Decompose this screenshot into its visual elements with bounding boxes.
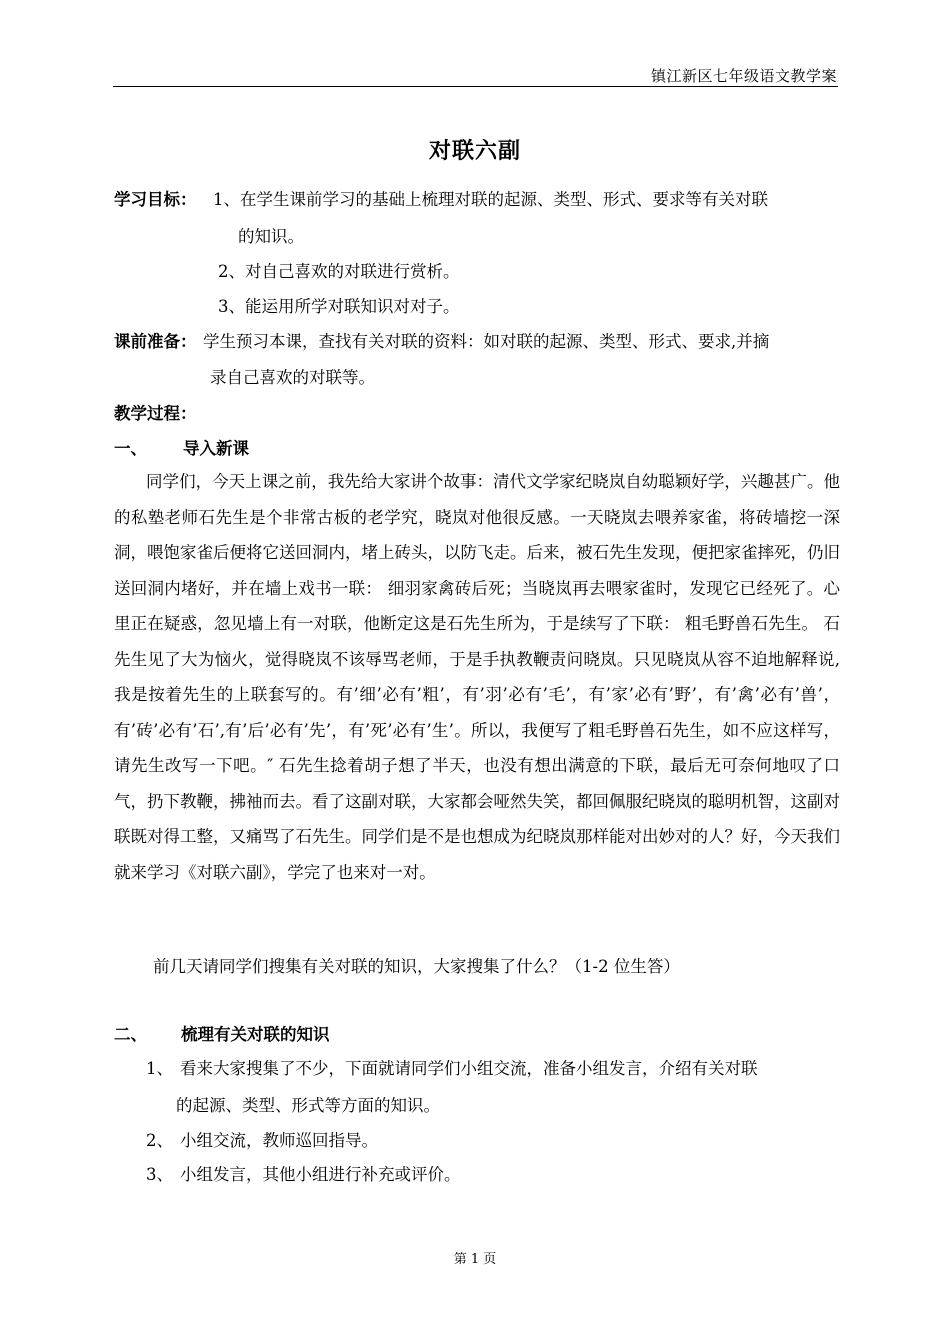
section-1-question: 前几天请同学们搜集有关对联的知识，大家搜集了什么？（1-2 位生答）	[153, 957, 680, 976]
objective-1-line-2: 的知识。	[238, 227, 304, 246]
step-2-text: 小组交流，教师巡回指导。	[180, 1131, 378, 1150]
objective-2: 2、对自己喜欢的对联进行赏析。	[218, 262, 460, 281]
process-label: 教学过程：	[114, 404, 197, 423]
section-2-heading: 梳理有关对联的知识	[181, 1025, 330, 1044]
document-title: 对联六副	[428, 138, 521, 164]
header-school-label: 镇江新区七年级语文教学案	[650, 67, 837, 85]
objective-3: 3、能运用所学对联知识对对子。	[218, 297, 460, 316]
section-2-number: 二、	[114, 1025, 147, 1044]
header-divider	[113, 86, 838, 87]
step-2-number: 2、	[146, 1131, 173, 1150]
section-1-heading: 导入新课	[183, 439, 249, 458]
prep-text-line-2: 录自己喜欢的对联等。	[210, 368, 375, 387]
objectives-label: 学习目标：	[114, 190, 197, 209]
objective-1-line-1: 1、在学生课前学习的基础上梳理对联的起源、类型、形式、要求等有关对联	[213, 190, 768, 209]
step-1-number: 1、	[146, 1059, 173, 1078]
step-1-line-2: 的起源、类型、形式等方面的知识。	[176, 1096, 440, 1115]
page-number: 第 1 页	[453, 1252, 497, 1267]
step-3-number: 3、	[146, 1165, 173, 1184]
prep-text-line-1: 学生预习本课，查找有关对联的资料：如对联的起源、类型、形式、要求,并摘	[203, 332, 770, 351]
prep-label: 课前准备：	[114, 332, 197, 351]
story-paragraph	[114, 464, 840, 890]
step-1-line-1: 看来大家搜集了不少，下面就请同学们小组交流，准备小组发言，介绍有关对联	[180, 1059, 758, 1078]
step-3-text: 小组发言，其他小组进行补充或评价。	[180, 1165, 461, 1184]
section-1-number: 一、	[114, 439, 147, 458]
story-text: 同学们，今天上课之前，我先给大家讲个故事：清代文学家纪晓岚自幼聪颖好学，兴趣甚广。他的私塾老师石先生是个非常古板的老学究，晓岚对他很反感。一天晓岚去喂养家雀，将砖墙挖一深洞，喂饱家雀后便将它送回洞内，堵上砖头，以防飞走。后来，被石先生发现，便把家雀摔死，仍旧送回洞内堵好，并在墙上戏书一联： 细羽家禽砖后死；当晓岚再去喂家雀时，发现它已经死了。心里正在疑惑，忽见墙上有一对联，他断定这是石先生所为，于是续写了下联： 粗毛野兽石先生。 石先生见了大为恼火，觉得晓岚不该辱骂老师，于是手执教鞭责问晓岚。只见晓岚从容不迫地解释说,我是按着先生的上联套写的。有’细’必有’粗’，有’羽’必有’毛’，有’家’必有’野’，有’禽’必有’兽’，有’砖’必有’石’,有’后’必有’先’，有’死’必有’生’。所以，我便写了粗毛野兽石先生，如不应这样写，请先生改写一下吧。″ 石先生捻着胡子想了半天，也没有想出满意的下联，最后无可奈何地叹了口气，扔下教鞭，拂袖而去。看了这副对联，大家都会哑然失笑，都回佩服纪晓岚的聪明机智，这副对联既对得工整，又痛骂了石先生。同学们是不是也想成为纪晓岚那样能对出妙对的人？好，今天我们就来学习《对联六副》，学完了也来对一对。	[114, 472, 840, 882]
